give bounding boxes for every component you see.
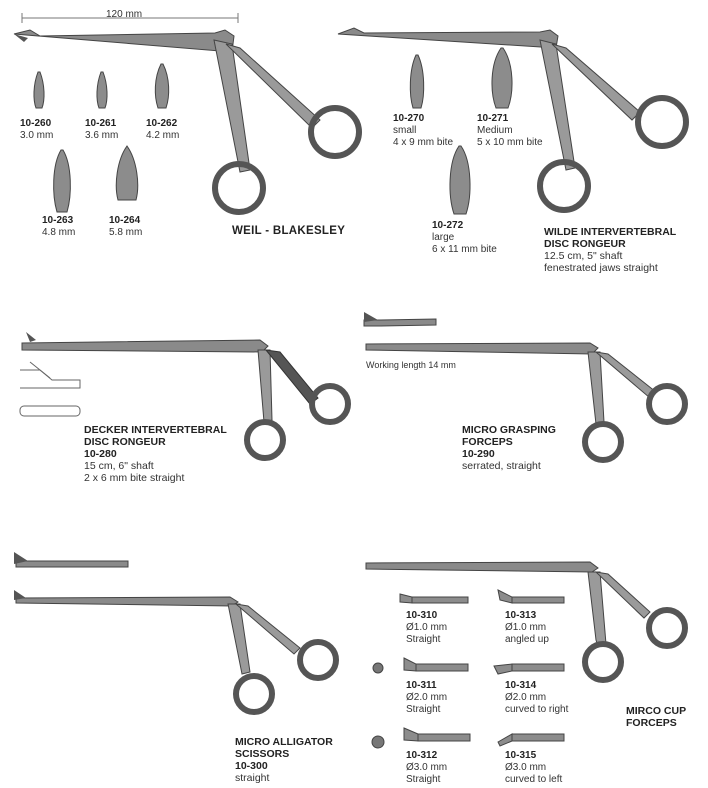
- tip-size: 3.6 mm: [85, 130, 119, 141]
- tip-size: 3.0 mm: [20, 130, 54, 141]
- cup-tip-310: [406, 610, 447, 646]
- tip-desc: Straight: [406, 774, 441, 785]
- cup-tip-311: [406, 680, 447, 716]
- weil-tip-262: [146, 118, 179, 142]
- weil-tip-264: [109, 215, 142, 239]
- tip-desc: Straight: [406, 704, 441, 715]
- weil-title: WEIL - BLAKESLEY: [232, 225, 346, 237]
- weil-tip-263: [42, 215, 75, 239]
- tip-bite: 4 x 9 mm bite: [393, 137, 454, 148]
- tip-code: 10-262: [146, 118, 178, 129]
- tip-desc: curved to right: [505, 704, 569, 715]
- wilde-caption: [544, 226, 676, 274]
- tip-desc: angled up: [505, 634, 549, 645]
- tip-size: 4.2 mm: [146, 130, 180, 141]
- tip-code: 10-313: [505, 610, 537, 621]
- decker-desc-line2: 2 x 6 mm bite straight: [84, 472, 185, 484]
- tip-code: 10-272: [432, 220, 464, 231]
- tip-bite: 5 x 10 mm bite: [477, 137, 543, 148]
- alligator-desc: straight: [235, 772, 270, 784]
- cup-caption: [626, 705, 686, 729]
- tip-code: 10-263: [42, 215, 74, 226]
- wilde-desc-line2: fenestrated jaws straight: [544, 262, 658, 274]
- tip-name: Medium: [477, 125, 513, 136]
- tip-code: 10-311: [406, 680, 437, 691]
- cup-title-line2: FORCEPS: [626, 717, 677, 729]
- cup-tip-314: [505, 680, 568, 716]
- tip-code: 10-315: [505, 750, 537, 761]
- wilde-title-line1: WILDE INTERVERTEBRAL: [544, 226, 677, 238]
- tip-size: 5.8 mm: [109, 227, 143, 238]
- grasping-title-line2: FORCEPS: [462, 436, 513, 448]
- cup-tip-313: [505, 610, 549, 646]
- tip-code: 10-261: [85, 118, 117, 129]
- tip-size: Ø2.0 mm: [505, 692, 547, 703]
- tip-code: 10-271: [477, 113, 509, 124]
- cup-tip-312: [406, 750, 447, 786]
- alligator-title-line2: SCISSORS: [235, 748, 290, 760]
- tip-size: Ø3.0 mm: [505, 762, 547, 773]
- tip-code: 10-312: [406, 750, 438, 761]
- alligator-title-line1: MICRO ALLIGATOR: [235, 736, 333, 748]
- tip-name: small: [393, 125, 417, 136]
- wilde-desc-line1: 12.5 cm, 5" shaft: [544, 250, 623, 262]
- grasping-title-line1: MICRO GRASPING: [462, 424, 556, 436]
- grasping-working-length: Working length 14 mm: [366, 360, 456, 370]
- decker-caption: [84, 424, 227, 484]
- tip-code: 10-270: [393, 113, 425, 124]
- micro-alligator-drawing: [14, 552, 336, 712]
- scale-label: 120 mm: [106, 9, 143, 20]
- tip-bite: 6 x 11 mm bite: [432, 244, 497, 255]
- alligator-caption: [235, 736, 333, 784]
- tip-size: Ø1.0 mm: [505, 622, 547, 633]
- wilde-tip-270: [393, 113, 453, 149]
- tip-code: 10-310: [406, 610, 438, 621]
- tip-size: Ø2.0 mm: [406, 692, 448, 703]
- decker-desc-line1: 15 cm, 6" shaft: [84, 460, 154, 472]
- grasping-caption: [462, 424, 556, 472]
- wilde-tip-271: [477, 113, 543, 149]
- decker-title-line1: DECKER INTERVERTEBRAL: [84, 424, 227, 436]
- cup-tip-315: [505, 750, 562, 786]
- wilde-tip-272: [432, 220, 497, 256]
- tip-code: 10-264: [109, 215, 141, 226]
- decker-code: 10-280: [84, 448, 117, 460]
- tip-size: 4.8 mm: [42, 227, 76, 238]
- tip-code: 10-314: [505, 680, 537, 691]
- wilde-title-line2: DISC RONGEUR: [544, 238, 626, 250]
- grasping-code: 10-290: [462, 448, 495, 460]
- grasping-desc: serrated, straight: [462, 460, 541, 472]
- decker-title-line2: DISC RONGEUR: [84, 436, 166, 448]
- tip-size: Ø1.0 mm: [406, 622, 448, 633]
- tip-name: large: [432, 232, 455, 243]
- tip-desc: curved to left: [505, 774, 563, 785]
- tip-desc: Straight: [406, 634, 441, 645]
- tip-code: 10-260: [20, 118, 52, 129]
- cup-title-line1: MIRCO CUP: [626, 705, 687, 717]
- weil-tip-261: [85, 118, 118, 142]
- weil-tip-260: [20, 118, 53, 142]
- alligator-code: 10-300: [235, 760, 268, 772]
- tip-size: Ø3.0 mm: [406, 762, 448, 773]
